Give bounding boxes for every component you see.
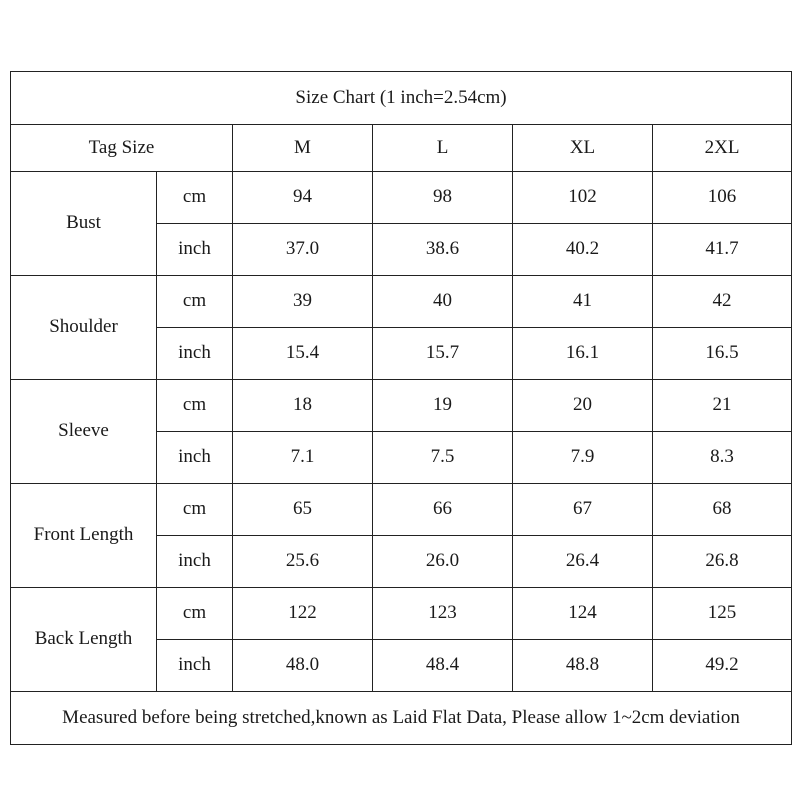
- unit-cell: inch: [157, 328, 233, 380]
- title-row: [11, 72, 792, 125]
- value-cell: 48.4: [373, 640, 513, 692]
- value-cell: 40.2: [513, 224, 653, 276]
- value-cell: 65: [233, 484, 373, 536]
- unit-cell: cm: [157, 588, 233, 640]
- value-cell: 106: [653, 172, 792, 224]
- value-cell: 7.9: [513, 432, 653, 484]
- size-header-l: L: [373, 125, 513, 172]
- value-cell: 102: [513, 172, 653, 224]
- value-cell: 42: [653, 276, 792, 328]
- table-row: [11, 380, 792, 432]
- value-cell: 26.0: [373, 536, 513, 588]
- table-row: [11, 484, 792, 536]
- unit-cell: cm: [157, 276, 233, 328]
- footer-note: Measured before being stretched,known as Laid Flat Data, Please allow 1~2cm deviation: [11, 692, 792, 745]
- value-cell: 49.2: [653, 640, 792, 692]
- chart-title: Size Chart (1 inch=2.54cm): [11, 72, 792, 125]
- table-row: [11, 588, 792, 640]
- size-header-2xl: 2XL: [653, 125, 792, 172]
- value-cell: 15.4: [233, 328, 373, 380]
- value-cell: 68: [653, 484, 792, 536]
- unit-cell: cm: [157, 172, 233, 224]
- value-cell: 40: [373, 276, 513, 328]
- value-cell: 41.7: [653, 224, 792, 276]
- value-cell: 98: [373, 172, 513, 224]
- measurement-label-shoulder: Shoulder: [11, 276, 157, 380]
- measurement-label-sleeve: Sleeve: [11, 380, 157, 484]
- value-cell: 39: [233, 276, 373, 328]
- value-cell: 25.6: [233, 536, 373, 588]
- size-header-m: M: [233, 125, 373, 172]
- value-cell: 38.6: [373, 224, 513, 276]
- value-cell: 122: [233, 588, 373, 640]
- unit-cell: inch: [157, 536, 233, 588]
- size-header-xl: XL: [513, 125, 653, 172]
- table-row: [11, 276, 792, 328]
- value-cell: 67: [513, 484, 653, 536]
- value-cell: 48.0: [233, 640, 373, 692]
- value-cell: 19: [373, 380, 513, 432]
- unit-cell: cm: [157, 380, 233, 432]
- value-cell: 15.7: [373, 328, 513, 380]
- measurement-label-back-length: Back Length: [11, 588, 157, 692]
- header-row: [11, 125, 792, 172]
- unit-cell: inch: [157, 640, 233, 692]
- size-chart-table: [10, 71, 792, 745]
- footer-row: [11, 692, 792, 745]
- value-cell: 16.5: [653, 328, 792, 380]
- value-cell: 16.1: [513, 328, 653, 380]
- measurement-label-bust: Bust: [11, 172, 157, 276]
- value-cell: 7.5: [373, 432, 513, 484]
- value-cell: 94: [233, 172, 373, 224]
- value-cell: 66: [373, 484, 513, 536]
- value-cell: 37.0: [233, 224, 373, 276]
- value-cell: 26.8: [653, 536, 792, 588]
- value-cell: 18: [233, 380, 373, 432]
- value-cell: 48.8: [513, 640, 653, 692]
- value-cell: 8.3: [653, 432, 792, 484]
- unit-cell: inch: [157, 224, 233, 276]
- tag-size-label: Tag Size: [11, 125, 233, 172]
- measurement-label-front-length: Front Length: [11, 484, 157, 588]
- value-cell: 20: [513, 380, 653, 432]
- unit-cell: inch: [157, 432, 233, 484]
- value-cell: 124: [513, 588, 653, 640]
- table-row: [11, 172, 792, 224]
- value-cell: 7.1: [233, 432, 373, 484]
- unit-cell: cm: [157, 484, 233, 536]
- value-cell: 26.4: [513, 536, 653, 588]
- value-cell: 123: [373, 588, 513, 640]
- value-cell: 125: [653, 588, 792, 640]
- value-cell: 21: [653, 380, 792, 432]
- value-cell: 41: [513, 276, 653, 328]
